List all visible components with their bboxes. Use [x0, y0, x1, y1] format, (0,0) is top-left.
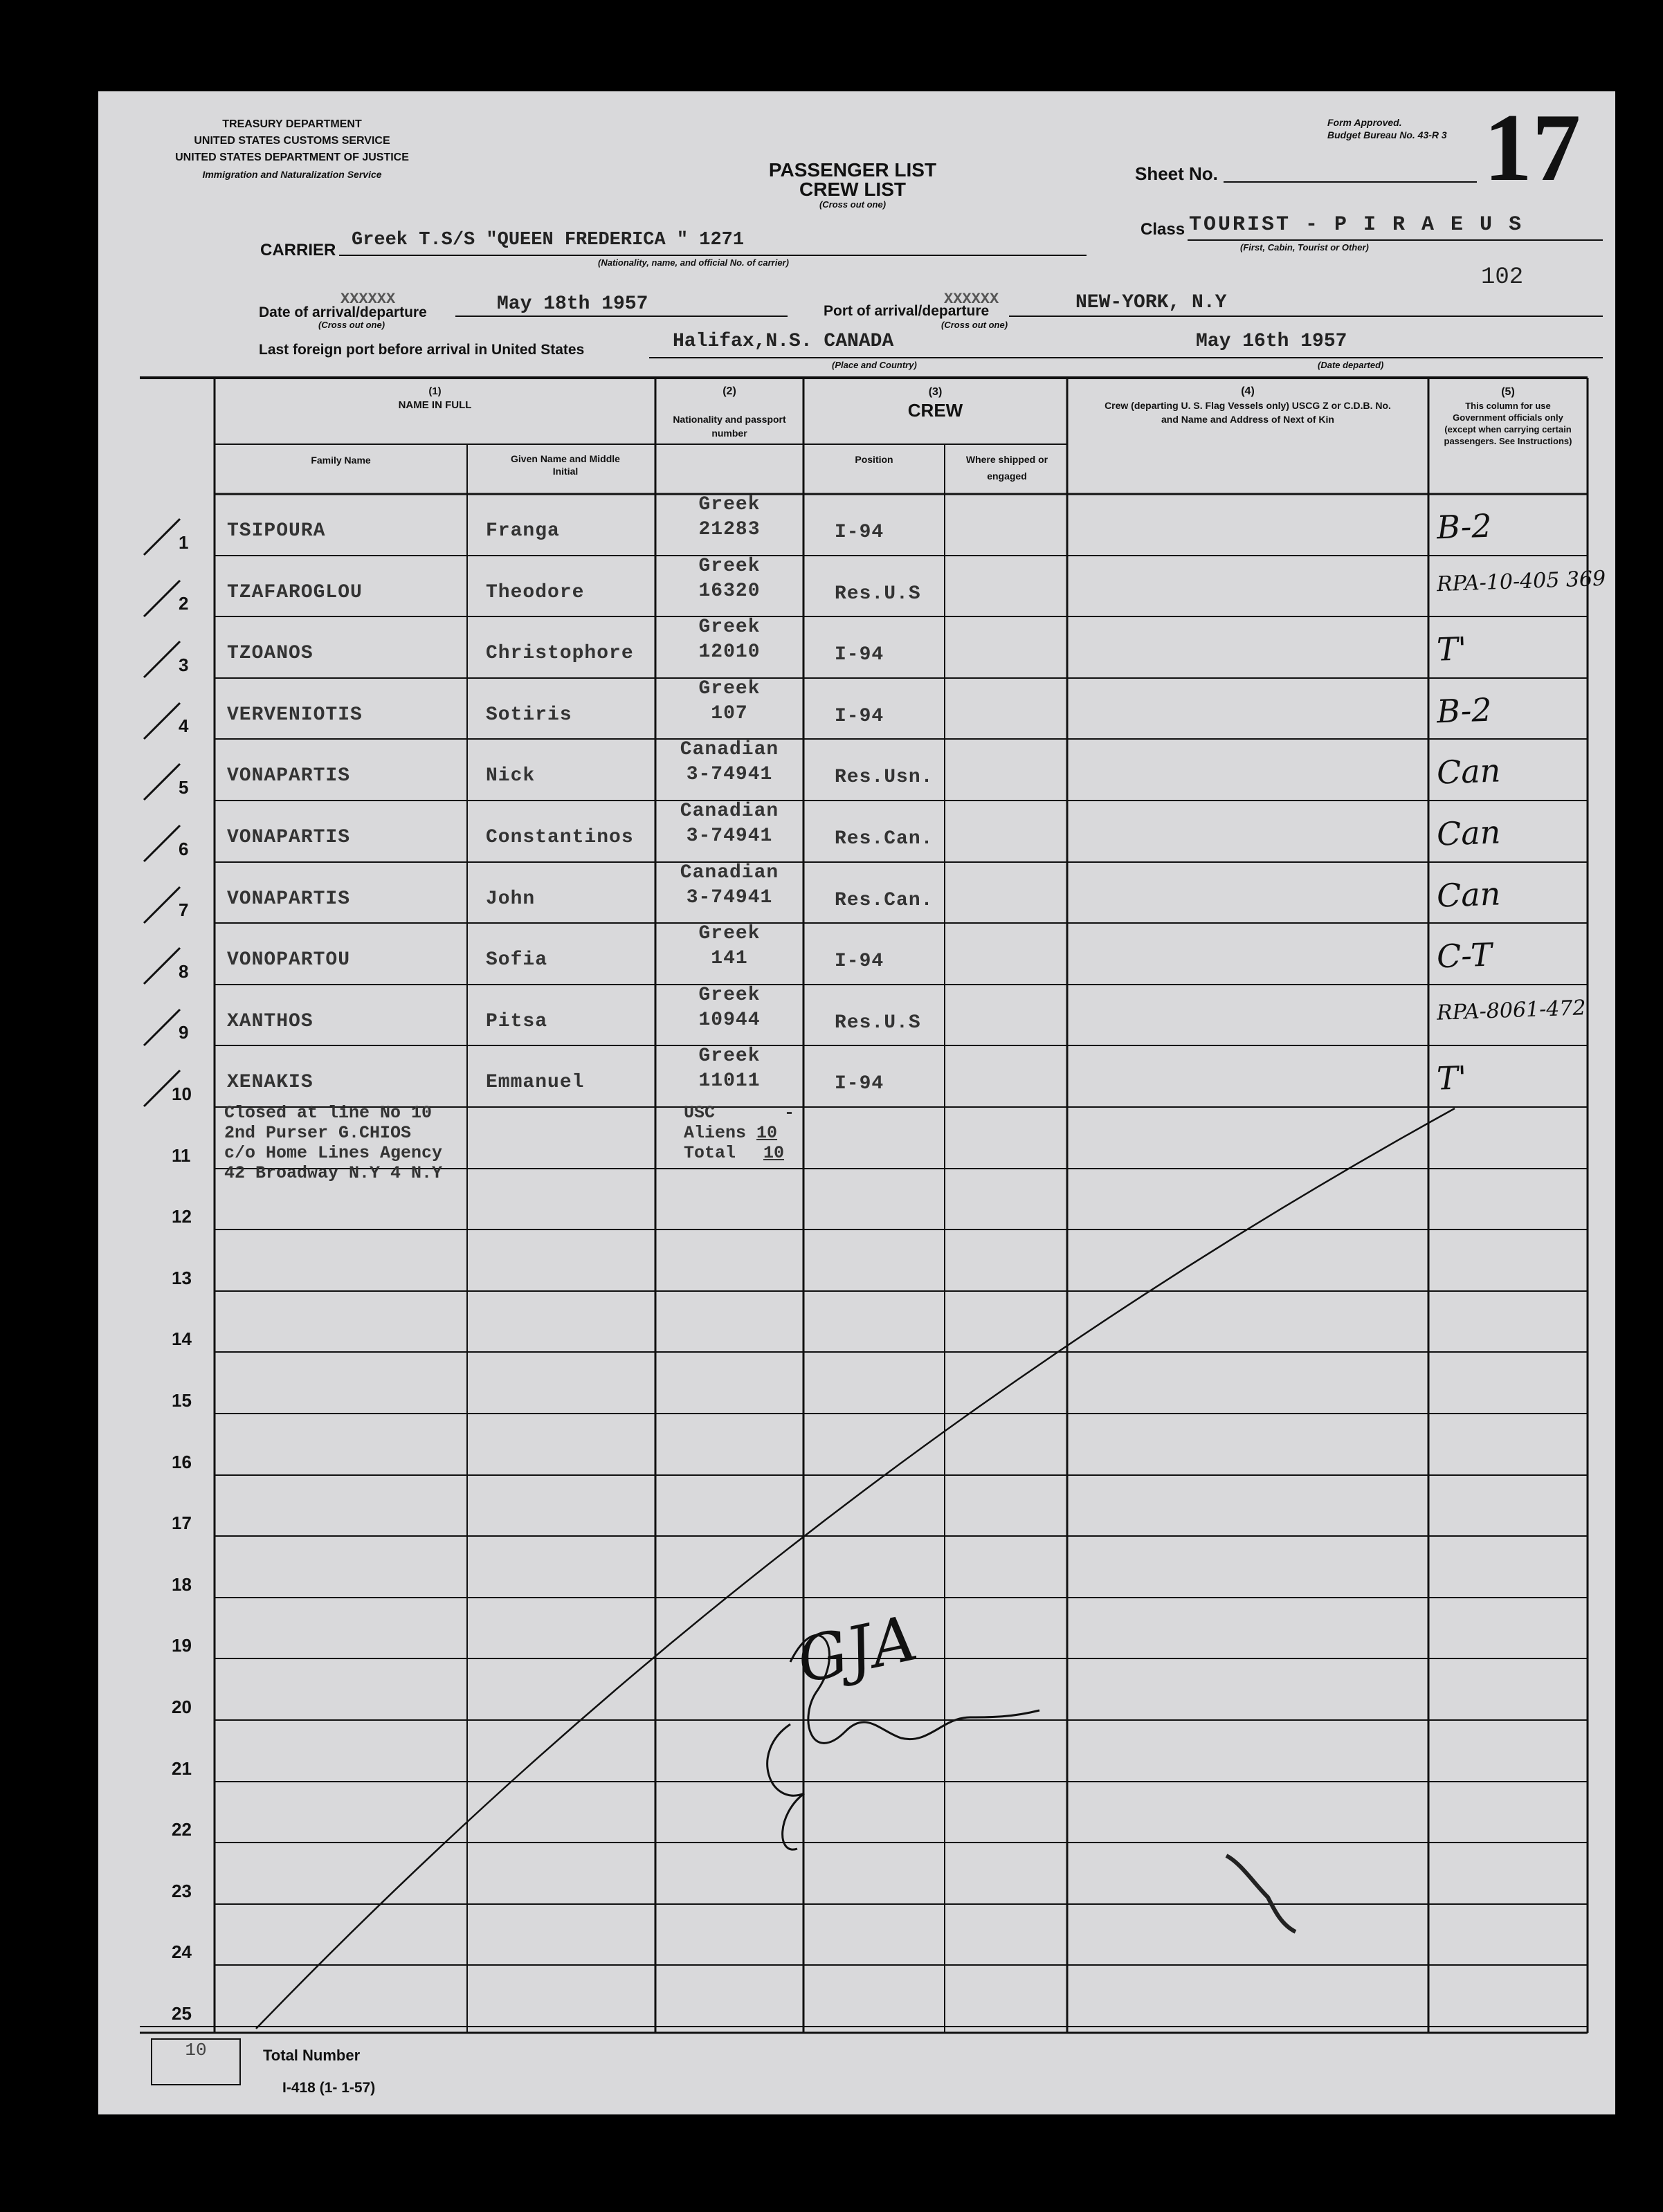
- line-number: 20: [172, 1697, 192, 1717]
- total-number-box: [151, 2038, 241, 2085]
- official-notation-cell: C-T: [1436, 935, 1493, 976]
- line-number: 22: [172, 1819, 192, 1840]
- line-number: 1: [179, 532, 189, 553]
- table-row: [98, 985, 1615, 1046]
- official-notation-cell: RPA-8061-472: [1436, 996, 1587, 1025]
- col1-header: [215, 385, 655, 412]
- line-number: 23: [172, 1881, 192, 1901]
- table-row: [98, 1045, 1615, 1107]
- total-number-label: Total Number: [263, 2047, 361, 2064]
- purser-line: 2nd Purser G.CHIOS: [224, 1123, 412, 1143]
- position-cell: Res.U.S: [835, 583, 921, 605]
- port-struck: XXXXXX: [944, 291, 999, 308]
- position-cell: I-94: [835, 644, 884, 666]
- given-name-cell: Emmanuel: [486, 1072, 585, 1093]
- passport-cell: 141: [711, 948, 748, 969]
- given-name-cell: Pitsa: [486, 1011, 548, 1032]
- col1-title: NAME IN FULL: [398, 399, 472, 411]
- closing-totals: [684, 1103, 794, 1163]
- carrier-note: (Nationality, name, and official No. of carrier): [598, 257, 789, 268]
- given-name-cell: Theodore: [486, 582, 585, 603]
- smudge-mark: [1226, 1856, 1296, 1932]
- table-row: [98, 801, 1615, 862]
- col4-num: (4): [1241, 385, 1255, 397]
- agency-line: c/o Home Lines Agency: [224, 1143, 443, 1163]
- passport-cell: 12010: [698, 641, 761, 663]
- handwritten-initials: GJA: [790, 1602, 923, 1698]
- family-name-cell: VONOPARTOU: [227, 949, 351, 971]
- date-note: (Cross out one): [318, 320, 385, 330]
- line-number: 17: [172, 1512, 192, 1533]
- agency-line: TREASURY DEPARTMENT: [222, 118, 362, 130]
- table-row: [98, 862, 1615, 924]
- carrier-label: CARRIER: [260, 241, 336, 259]
- line-number: 8: [179, 961, 189, 982]
- official-notation-cell: Can: [1436, 875, 1502, 915]
- line-number: 16: [172, 1452, 192, 1472]
- usc-value: -: [784, 1103, 795, 1123]
- position-cell: Res.Usn.: [835, 767, 934, 788]
- passport-cell: 107: [711, 703, 748, 724]
- family-name-cell: TSIPOURA: [227, 520, 326, 542]
- address-line: 42 Broadway N.Y 4 N.Y: [224, 1163, 443, 1183]
- nationality-cell: Greek: [698, 556, 761, 577]
- given-name-cell: John: [486, 888, 536, 910]
- date-struck: XXXXXX: [340, 291, 396, 308]
- form-number: I-418 (1- 1-57): [282, 2080, 376, 2096]
- position-cell: Res.U.S: [835, 1012, 921, 1034]
- col2-num: (2): [723, 385, 736, 397]
- passport-cell: 3-74941: [686, 825, 773, 847]
- given-name-cell: Constantinos: [486, 827, 634, 848]
- family-name-cell: TZAFAROGLOU: [227, 582, 363, 603]
- family-name-cell: VONAPARTIS: [227, 765, 351, 787]
- col4-title: Crew (departing U. S. Flag Vessels only) USCG Z or C.D.B. No. and Name and Address of Next of Kin: [1105, 400, 1391, 425]
- departed-note: (Date departed): [1318, 360, 1384, 370]
- col5-title: This column for use Government officials only (except when carrying certain passengers. See Instructions): [1444, 401, 1572, 446]
- nationality-cell: Greek: [698, 616, 761, 638]
- port-note: (Cross out one): [941, 320, 1008, 330]
- total-value: 10: [763, 1143, 785, 1163]
- nationality-cell: Greek: [698, 678, 761, 700]
- line-number: 25: [172, 2003, 192, 2024]
- col1-num: (1): [428, 385, 442, 397]
- last-port-note: (Place and Country): [832, 360, 917, 370]
- position-cell: I-94: [835, 951, 884, 972]
- passport-cell: 16320: [698, 581, 761, 602]
- given-name-cell: Franga: [486, 520, 560, 542]
- line-number: 5: [179, 777, 189, 798]
- line-number: 3: [179, 655, 189, 675]
- position-cell: Res.Can.: [835, 828, 934, 850]
- family-name-cell: XANTHOS: [227, 1011, 313, 1032]
- date-label: Date of arrival/departure: [259, 304, 427, 320]
- sheet-label: Sheet No.: [1135, 163, 1218, 184]
- line-number: 14: [172, 1328, 192, 1349]
- given-name-cell: Sofia: [486, 949, 548, 971]
- nationality-cell: Greek: [698, 1045, 761, 1067]
- table-row: [98, 923, 1615, 985]
- family-name-cell: VERVENIOTIS: [227, 704, 363, 726]
- family-name-cell: VONAPARTIS: [227, 827, 351, 848]
- class-label: Class: [1141, 220, 1185, 239]
- line-number: 13: [172, 1268, 192, 1288]
- list-type-note: (Cross out one): [819, 199, 887, 210]
- passport-cell: 3-74941: [686, 764, 773, 785]
- official-notation-cell: B-2: [1436, 691, 1493, 731]
- page-number: 102: [1481, 264, 1524, 291]
- nationality-cell: Greek: [698, 985, 761, 1006]
- table-row: [98, 616, 1615, 678]
- line-number: 12: [172, 1206, 192, 1227]
- family-name-header: Family Name: [311, 455, 371, 466]
- table-row: [98, 739, 1615, 801]
- nationality-cell: Canadian: [680, 801, 779, 822]
- table-row: [98, 556, 1615, 617]
- agency-line: Immigration and Naturalization Service: [202, 169, 382, 180]
- col2-title: Nationality and passport number: [673, 414, 786, 439]
- nationality-cell: Canadian: [680, 739, 779, 760]
- line-number: 9: [179, 1022, 189, 1043]
- line-number: 7: [179, 899, 189, 920]
- passport-cell: 3-74941: [686, 887, 773, 908]
- line-number: 24: [172, 1941, 192, 1962]
- col5-num: (5): [1501, 386, 1515, 398]
- given-name-header: Given Name and Middle Initial: [511, 453, 620, 477]
- line-number: 15: [172, 1390, 192, 1411]
- col2-header: [666, 385, 793, 440]
- position-cell: I-94: [835, 706, 884, 727]
- cancel-stroke: [256, 1108, 1455, 2029]
- nationality-cell: Canadian: [680, 862, 779, 884]
- table-row: [98, 678, 1615, 740]
- line-number: 11: [172, 1145, 191, 1166]
- total-number-value: 10: [185, 2040, 207, 2060]
- sheet-number: 17: [1484, 94, 1581, 201]
- col5-header: [1431, 385, 1585, 447]
- official-notation-cell: T': [1436, 1059, 1468, 1097]
- aliens-value: 10: [756, 1123, 778, 1143]
- official-notation-cell: T': [1436, 630, 1468, 668]
- line-number: 19: [172, 1635, 192, 1656]
- agency-line: UNITED STATES CUSTOMS SERVICE: [194, 135, 390, 147]
- line-number: 2: [179, 593, 189, 614]
- given-name-cell: Sotiris: [486, 704, 572, 726]
- family-name-cell: VONAPARTIS: [227, 888, 351, 910]
- given-name-cell: Christophore: [486, 643, 634, 664]
- agency-line: UNITED STATES DEPARTMENT OF JUSTICE: [175, 152, 409, 163]
- crew-list-label: CREW LIST: [799, 179, 906, 200]
- col3-num: (3): [928, 386, 943, 398]
- passport-cell: 10944: [698, 1009, 761, 1031]
- col4-header: [1074, 385, 1421, 426]
- usc-label: USC: [684, 1103, 716, 1123]
- official-notation-cell: B-2: [1436, 506, 1493, 547]
- official-notation-cell: Can: [1436, 813, 1502, 853]
- line-number: 10: [172, 1084, 192, 1104]
- closing-block: [224, 1103, 442, 1183]
- table-row: [98, 494, 1615, 556]
- line-number: 6: [179, 839, 189, 859]
- position-cell: I-94: [835, 522, 884, 543]
- date-value: May 18th 1957: [497, 293, 648, 315]
- line-number: 4: [179, 715, 189, 736]
- given-name-cell: Nick: [486, 765, 536, 787]
- total-label: Total: [684, 1143, 736, 1163]
- departed-date-value: May 16th 1957: [1196, 331, 1347, 352]
- last-port-value: Halifax,N.S. CANADA: [673, 331, 894, 352]
- closed-at-line: Closed at line No 10: [224, 1103, 433, 1123]
- nationality-cell: Greek: [698, 923, 761, 944]
- carrier-value: Greek T.S/S "QUEEN FREDERICA " 1271: [352, 230, 745, 250]
- col3-header: [803, 385, 1067, 421]
- line-number: 21: [172, 1758, 192, 1779]
- passport-cell: 11011: [698, 1070, 761, 1092]
- col3-title: CREW: [907, 400, 963, 421]
- position-header: Position: [855, 454, 893, 465]
- port-label: Port of arrival/departure: [824, 303, 990, 319]
- family-name-cell: TZOANOS: [227, 643, 313, 664]
- nationality-cell: Greek: [698, 494, 761, 515]
- family-name-cell: XENAKIS: [227, 1072, 313, 1093]
- position-cell: I-94: [835, 1073, 884, 1095]
- position-cell: Res.Can.: [835, 890, 934, 911]
- form-approved-line: Form Approved.: [1327, 117, 1402, 128]
- passport-cell: 21283: [698, 519, 761, 540]
- line-number: 18: [172, 1574, 192, 1595]
- where-shipped-header: Where shipped or engaged: [965, 454, 1048, 482]
- port-value: NEW-YORK, N.Y: [1075, 292, 1227, 313]
- aliens-label: Aliens: [684, 1123, 747, 1143]
- official-notation-cell: Can: [1436, 751, 1502, 792]
- passenger-list-form: [98, 91, 1615, 2114]
- budget-bureau-line: Budget Bureau No. 43-R 3: [1327, 129, 1447, 140]
- class-note: (First, Cabin, Tourist or Other): [1240, 242, 1369, 253]
- class-value: TOURIST - P I R A E U S: [1189, 213, 1524, 237]
- official-notation-cell: RPA-10-405 369: [1436, 566, 1606, 597]
- passenger-list-label: PASSENGER LIST: [768, 159, 937, 181]
- last-port-label: Last foreign port before arrival in United States: [259, 342, 585, 358]
